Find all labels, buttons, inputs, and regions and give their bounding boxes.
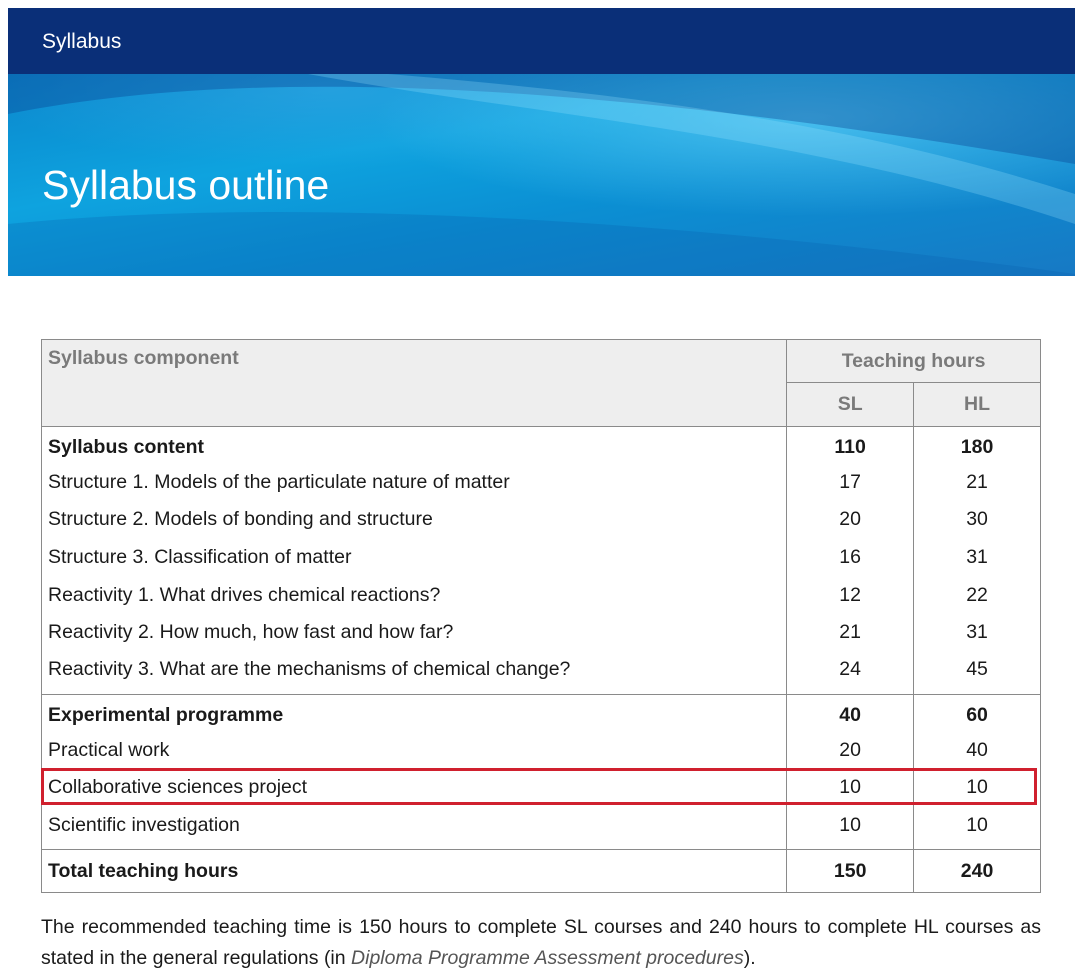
row-label: Scientific investigation [42,807,787,850]
table-row [42,731,1041,769]
hl-header: HL [914,383,1041,427]
group-hl: 60 [914,694,1041,731]
syllabus-table [41,339,1041,893]
note-paragraph [41,912,1041,974]
total-label: Total teaching hours [48,859,239,882]
group-hl: 180 [914,427,1041,464]
group-sl: 110 [787,427,914,464]
total-row [42,850,1041,893]
table-row [42,501,1041,539]
top-bar [8,8,1075,74]
row-hl: 30 [914,501,1041,539]
row-label: Structure 1. Models of the particulate nature of matter [48,470,510,493]
row-label: Reactivity 3. What are the mechanisms of chemical change? [42,651,787,694]
table-row [42,614,1041,652]
row-hl: 45 [914,651,1041,694]
note-text: The recommended teaching time is 150 hours to complete SL courses and 240 hours to complete HL courses as stated in the general regulations (in [41,916,1041,969]
row-hl: 31 [914,539,1041,577]
row-label: Reactivity 2. How much, how fast and how far? [48,621,454,644]
group-sl: 40 [787,694,914,731]
table-row [42,539,1041,577]
row-label: Collaborative sciences project [48,776,308,799]
sl-header: SL [787,383,914,427]
group-title: Syllabus content [48,435,205,458]
row-label: Reactivity 1. What drives chemical reactions? [48,583,441,606]
row-hl: 31 [914,614,1041,652]
group-row [42,694,1041,731]
row-hl: 10 [914,769,1041,807]
row-hl: 21 [914,464,1041,502]
note-italic-reference: Diploma Programme Assessment procedures [351,947,744,969]
table-row-highlighted [42,769,1041,807]
page-title: Syllabus outline [42,162,330,208]
row-sl: 16 [787,539,914,577]
table-row [42,651,1041,694]
table-row [42,576,1041,614]
section-label: Syllabus [42,30,122,53]
row-sl: 20 [787,501,914,539]
row-sl: 20 [787,731,914,769]
total-hl: 240 [914,850,1041,893]
row-label: Structure 3. Classification of matter [48,545,352,568]
row-sl: 12 [787,576,914,614]
row-sl: 24 [787,651,914,694]
row-sl: 10 [787,807,914,850]
row-sl: 10 [787,769,914,807]
group-row [42,427,1041,464]
teaching-hours-header: Teaching hours [787,340,1041,383]
row-sl: 17 [787,464,914,502]
total-sl: 150 [787,850,914,893]
component-header: Syllabus component [42,340,787,427]
row-hl: 10 [914,807,1041,850]
title-banner [8,74,1075,276]
row-sl: 21 [787,614,914,652]
table-row [42,464,1041,502]
row-label: Practical work [48,738,170,761]
note-text-end: ). [743,947,756,969]
group-title: Experimental programme [48,703,284,726]
row-label: Structure 2. Models of bonding and structure [48,508,433,531]
row-hl: 22 [914,576,1041,614]
table-row [42,807,1041,850]
row-hl: 40 [914,731,1041,769]
table-header-row [42,340,1041,383]
